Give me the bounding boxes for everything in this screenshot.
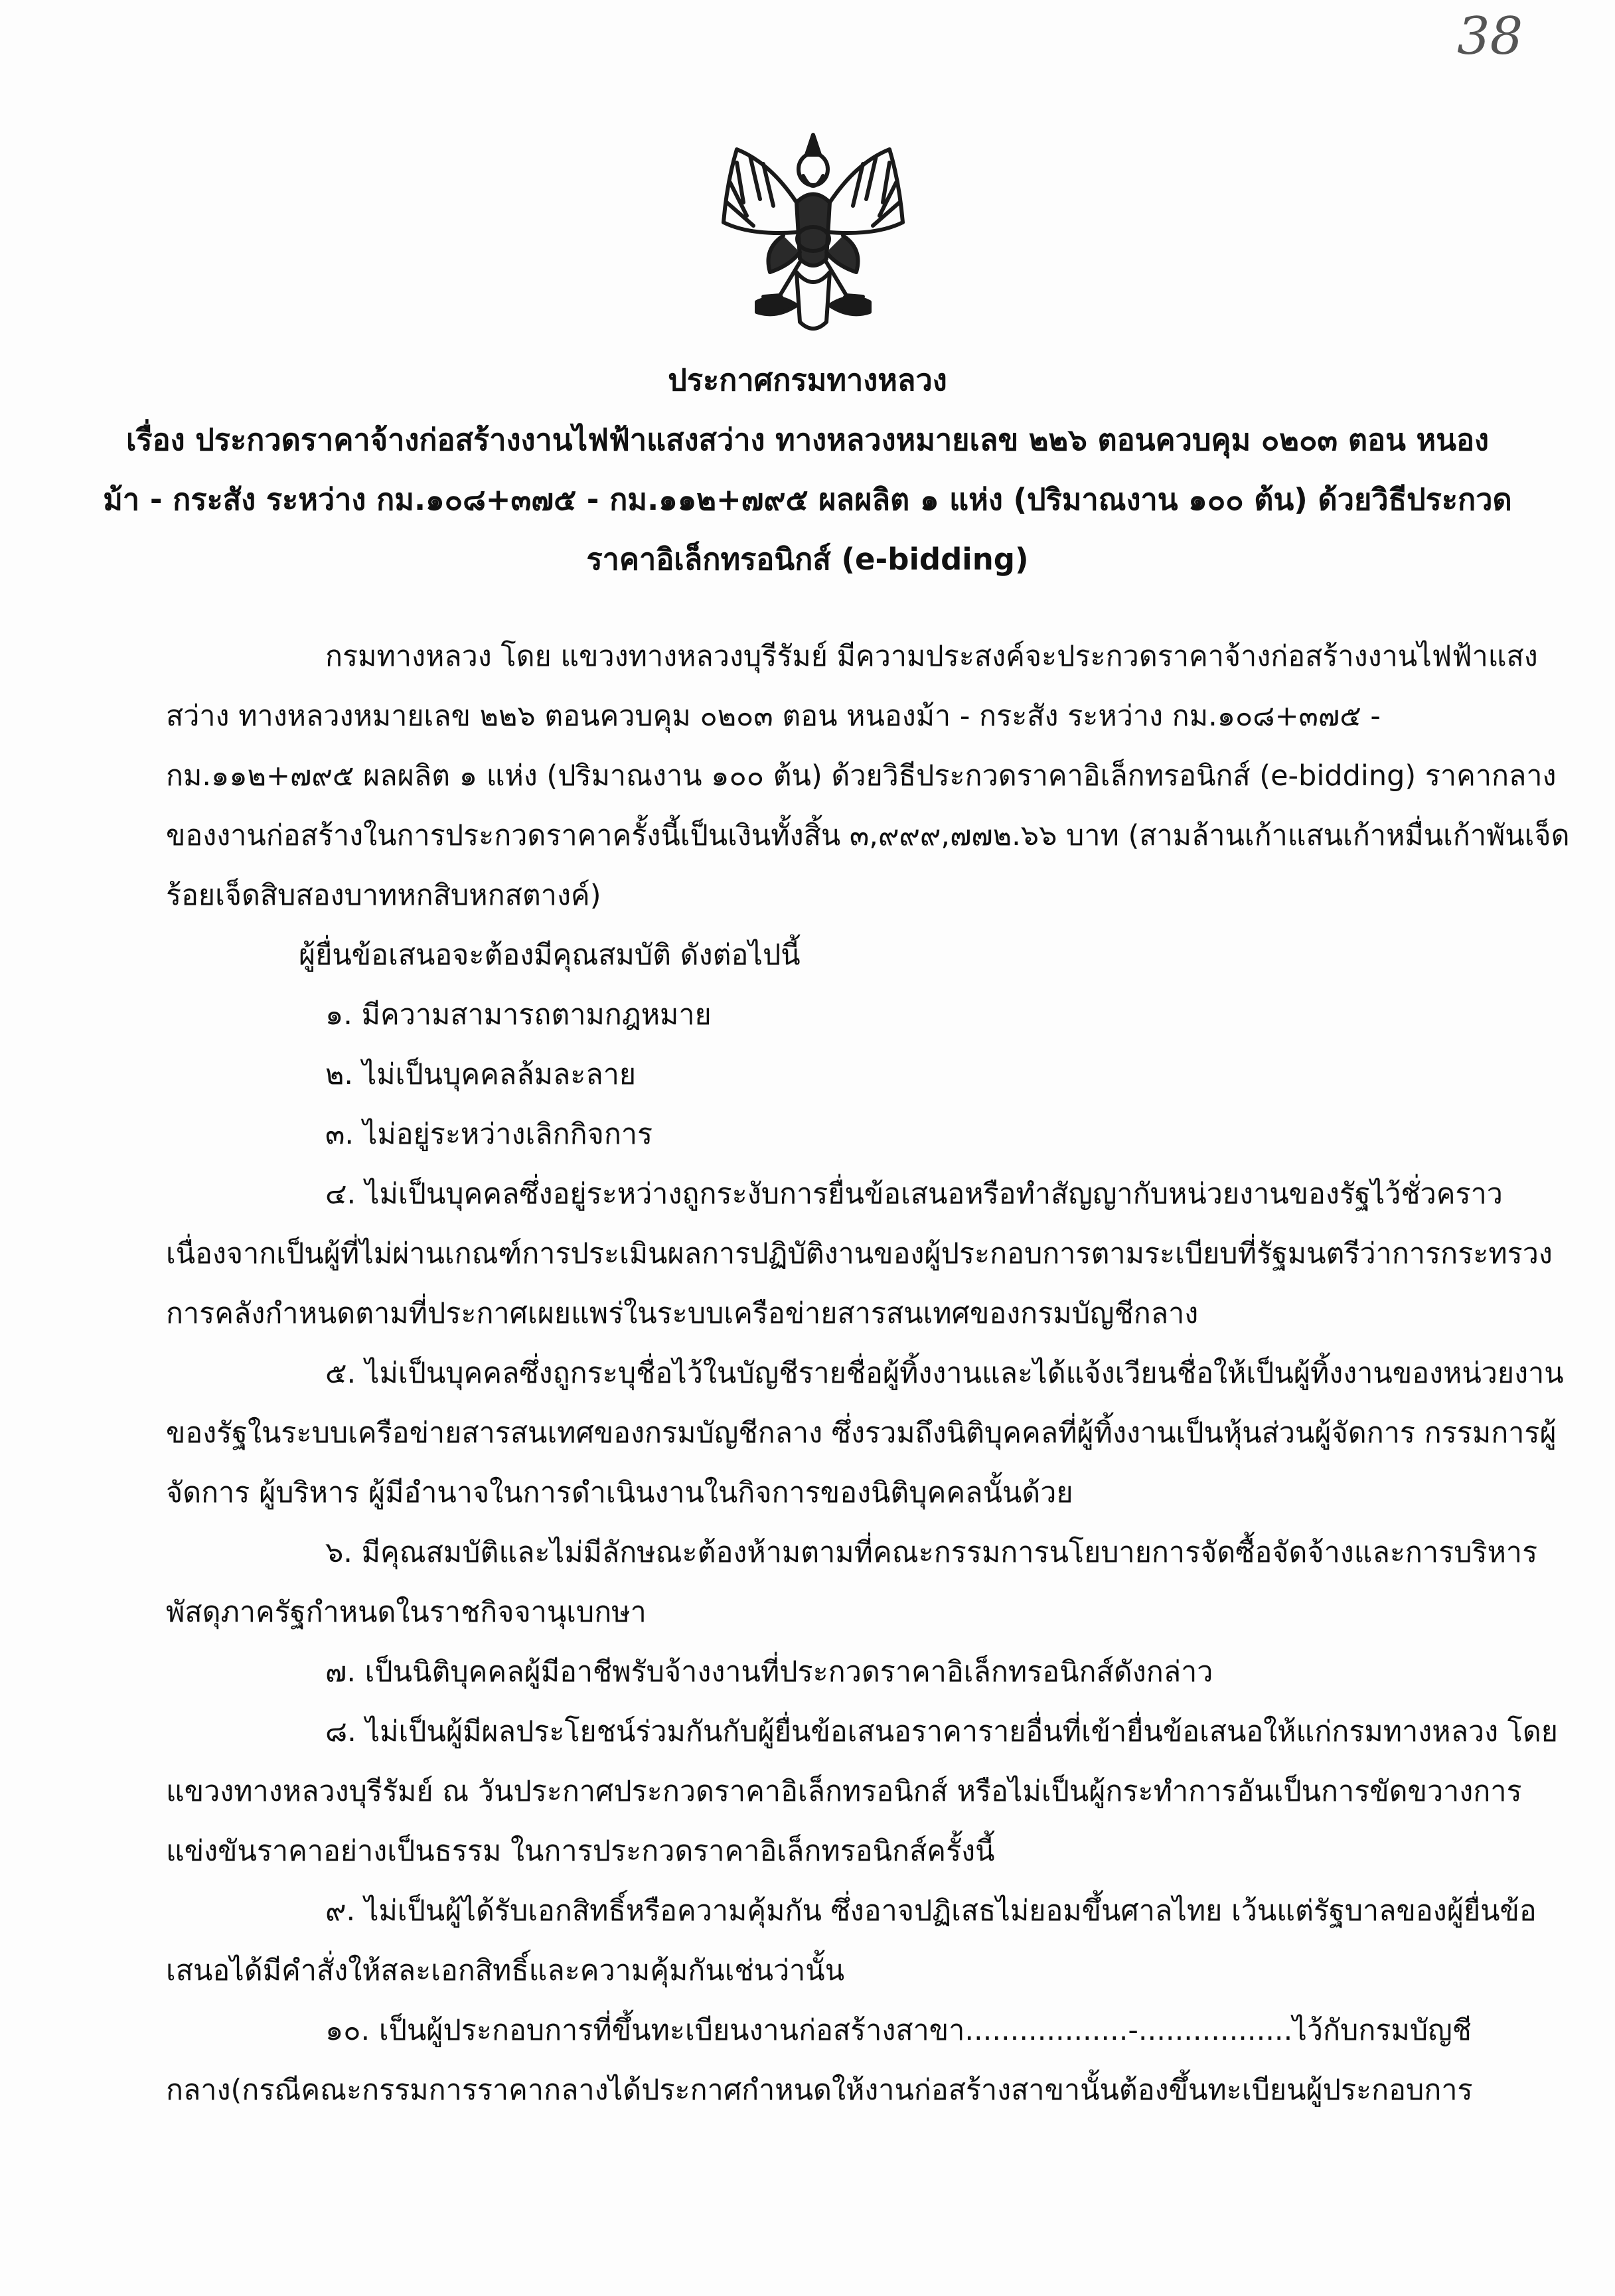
qualification-item-continuation: พัสดุภาครัฐกำหนดในราชกิจจานุเบกษา [166, 1596, 647, 1629]
qualification-item: ๔. ไม่เป็นบุคคลซึ่งอยู่ระหว่างถูกระงับการยื่นข้อเสนอหรือทำสัญญากับหน่วยงานของรัฐไว้ชั่วคราว [325, 1178, 1503, 1211]
qualification-item-continuation: จัดการ ผู้บริหาร ผู้มีอำนาจในการดำเนินงานในกิจการของนิติบุคคลนั้นด้วย [166, 1476, 1073, 1509]
garuda-emblem [697, 123, 929, 342]
intro-line-3: กม.๑๑๒+๗๙๕ ผลผลิต ๑ แห่ง (ปริมาณงาน ๑๐๐ ต้น) ด้วยวิธีประกวดราคาอิเล็กทรอนิกส์ (e-bidding) ราคากลาง [166, 759, 1557, 793]
qualification-item-continuation: แข่งขันราคาอย่างเป็นธรรม ในการประกวดราคาอิเล็กทรอนิกส์ครั้งนี้ [166, 1835, 995, 1868]
subject-line-3: ราคาอิเล็กทรอนิกส์ (e-bidding) [586, 542, 1029, 577]
qualification-item: ๕. ไม่เป็นบุคคลซึ่งถูกระบุชื่อไว้ในบัญชีรายชื่อผู้ทิ้งงานและได้แจ้งเวียนชื่อให้เป็นผู้ทิ้งงานของหน่วยงาน [325, 1357, 1564, 1390]
qualification-item: ๘. ไม่เป็นผู้มีผลประโยชน์ร่วมกันกับผู้ยื่นข้อเสนอราคารายอื่นที่เข้ายื่นข้อเสนอให้แก่กรมทางหลวง โดย [325, 1715, 1558, 1748]
qualification-item-continuation: การคลังกำหนดตามที่ประกาศเผยแพร่ในระบบเครือข่ายสารสนเทศของกรมบัญชีกลาง [166, 1297, 1199, 1330]
qualification-item: ๑. มีความสามารถตามกฎหมาย [325, 998, 712, 1032]
page-number: 38 [1457, 7, 1523, 66]
intro-line-5: ร้อยเจ็ดสิบสองบาทหกสิบหกสตางค์) [166, 879, 601, 912]
subject-line-1: เรื่อง ประกวดราคาจ้างก่อสร้างงานไฟฟ้าแสงสว่าง ทางหลวงหมายเลข ๒๒๖ ตอนควบคุม ๐๒๐๓ ตอน หนอง [126, 422, 1489, 457]
qualification-item: ๖. มีคุณสมบัติและไม่มีลักษณะต้องห้ามตามที่คณะกรรมการนโยบายการจัดซื้อจัดจ้างและการบริหาร [325, 1536, 1538, 1569]
intro-line-4: ของงานก่อสร้างในการประกวดราคาครั้งนี้เป็นเงินทั้งสิ้น ๓,๙๙๙,๗๗๒.๖๖ บาท (สามล้านเก้าแสนเก้าหมื่นเก้าพันเจ็ด [166, 819, 1570, 852]
qualification-item: ๙. ไม่เป็นผู้ได้รับเอกสิทธิ์หรือความคุ้มกัน ซึ่งอาจปฏิเสธไม่ยอมขึ้นศาลไทย เว้นแต่รัฐบาลของผู้ยื่นข้อ [325, 1894, 1537, 1928]
qualification-item-continuation: ของรัฐในระบบเครือข่ายสารสนเทศของกรมบัญชีกลาง ซึ่งรวมถึงนิติบุคคลที่ผู้ทิ้งงานเป็นหุ้นส่วนผู้จัดการ กรรมการผู้ [166, 1416, 1557, 1450]
intro-line-2: สว่าง ทางหลวงหมายเลข ๒๒๖ ตอนควบคุม ๐๒๐๓ ตอน หนองม้า - กระสัง ระหว่าง กม.๑๐๘+๓๗๕ - [166, 700, 1381, 733]
qualification-item-continuation: เสนอได้มีคำสั่งให้สละเอกสิทธิ์และความคุ้มกันเช่นว่านั้น [166, 1954, 845, 1987]
subject-line-2: ม้า - กระสัง ระหว่าง กม.๑๐๘+๓๗๕ - กม.๑๑๒+๗๙๕ ผลผลิต ๑ แห่ง (ปริมาณงาน ๑๐๐ ต้น) ด้วยวิธีประกวด [103, 482, 1512, 517]
qualification-item-continuation: แขวงทางหลวงบุรีรัมย์ ณ วันประกาศประกวดราคาอิเล็กทรอนิกส์ หรือไม่เป็นผู้กระทำการอันเป็นการขัดขวางการ [166, 1775, 1522, 1808]
qualification-item-continuation: กลาง(กรณีคณะกรรมการราคากลางได้ประกาศกำหนดให้งานก่อสร้างสาขานั้นต้องขึ้นทะเบียนผู้ประกอบการ [166, 2074, 1473, 2107]
qualification-item-continuation: เนื่องจากเป็นผู้ที่ไม่ผ่านเกณฑ์การประเมินผลการปฏิบัติงานของผู้ประกอบการตามระเบียบที่รัฐมนตรีว่าการกระทรวง [166, 1237, 1553, 1270]
document-agency-title: ประกาศกรมทางหลวง [668, 362, 947, 398]
qualification-item: ๗. เป็นนิติบุคคลผู้มีอาชีพรับจ้างงานที่ประกวดราคาอิเล็กทรอนิกส์ดังกล่าว [325, 1655, 1213, 1689]
qualification-item: ๓. ไม่อยู่ระหว่างเลิกกิจการ [325, 1118, 653, 1151]
qualification-item: ๑๐. เป็นผู้ประกอบการที่ขึ้นทะเบียนงานก่อสร้างสาขา..................-.................ไว้กับกรมบัญชี [325, 2014, 1472, 2047]
qualifications-intro: ผู้ยื่นข้อเสนอจะต้องมีคุณสมบัติ ดังต่อไปนี้ [299, 939, 801, 972]
intro-line-1: กรมทางหลวง โดย แขวงทางหลวงบุรีรัมย์ มีความประสงค์จะประกวดราคาจ้างก่อสร้างงานไฟฟ้าแสง [325, 640, 1538, 673]
qualification-item: ๒. ไม่เป็นบุคคลล้มละลาย [325, 1058, 637, 1091]
